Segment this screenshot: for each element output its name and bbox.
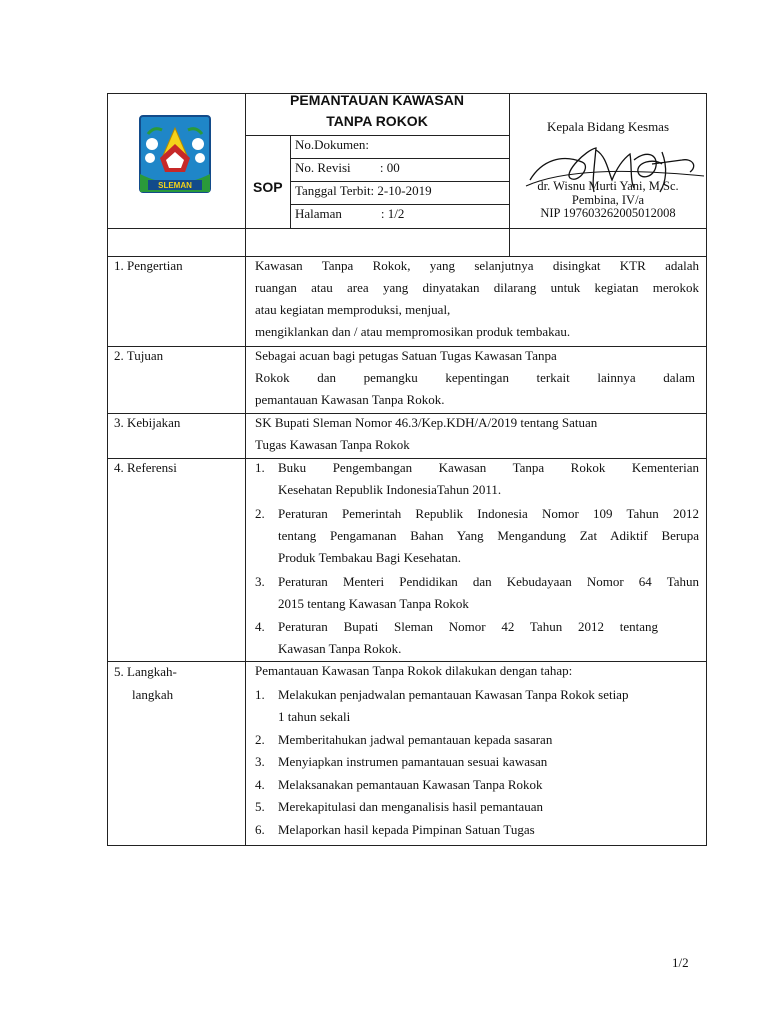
logo-text: SLEMAN bbox=[158, 181, 192, 190]
referensi-item-number: 2. bbox=[255, 506, 265, 521]
referensi-item-1-line-2: Kesehatan Republik IndonesiaTahun 2011. bbox=[278, 482, 502, 497]
sleman-logo bbox=[136, 114, 214, 194]
section-label-kebijakan: 3. Kebijakan bbox=[114, 415, 181, 430]
sop-title-line2: TANPA ROKOK bbox=[326, 113, 428, 129]
langkah-item-number: 1. bbox=[255, 687, 265, 702]
referensi-item-2-line-1: Peraturan Pemerintah Republik Indonesia Nomor 109 Tahun 2012 bbox=[278, 506, 699, 521]
page-field: Halaman : 1/2 bbox=[295, 206, 405, 221]
sop-title-line1: PEMANTAUAN KAWASAN bbox=[290, 92, 464, 108]
tujuan-line-1: Sebagai acuan bagi petugas Satuan Tugas Kawasan Tanpa bbox=[255, 348, 557, 363]
revision-field: No. Revisi : 00 bbox=[295, 160, 400, 175]
langkah-item-number: 2. bbox=[255, 732, 265, 747]
referensi-item-3-line-2: 2015 tentang Kawasan Tanpa Rokok bbox=[278, 596, 469, 611]
tujuan-line-2: Rokok dan pemangku kepentingan terkait lainnya dalam bbox=[255, 370, 695, 385]
section-label-langkah-cont: langkah bbox=[132, 687, 174, 702]
langkah-item-number: 4. bbox=[255, 777, 265, 792]
langkah-item-number: 6. bbox=[255, 822, 265, 837]
langkah-item-1-line-1: Melakukan penjadwalan pemantauan Kawasan Tanpa Rokok setiap bbox=[278, 687, 629, 702]
referensi-item-number: 4. bbox=[255, 619, 265, 634]
approver-name: dr. Wisnu Murti Yani, M.Sc. bbox=[537, 179, 679, 193]
pengertian-line-2: ruangan atau area yang dinyatakan dilarang untuk kegiatan merokok bbox=[255, 280, 699, 295]
referensi-item-4-line-2: Kawasan Tanpa Rokok. bbox=[278, 641, 402, 656]
langkah-intro: Pemantauan Kawasan Tanpa Rokok dilakukan dengan tahap: bbox=[255, 663, 573, 678]
sop-label: SOP bbox=[253, 179, 283, 195]
approver-rank: Pembina, IV/a bbox=[571, 193, 645, 207]
doc-number-field: No.Dokumen: bbox=[295, 137, 370, 152]
approver-title: Kepala Bidang Kesmas bbox=[546, 119, 670, 134]
referensi-item-2-line-2: tentang Pengamanan Bahan Yang Mengandung Zat Adiktif Berupa bbox=[278, 528, 699, 543]
tujuan-line-3: pemantauan Kawasan Tanpa Rokok. bbox=[255, 392, 445, 407]
langkah-item-1-line-2: 1 tahun sekali bbox=[278, 709, 351, 724]
langkah-item-6: Melaporkan hasil kepada Pimpinan Satuan Tugas bbox=[278, 822, 535, 837]
langkah-item-5: Merekapitulasi dan menganalisis hasil pemantauan bbox=[278, 799, 543, 814]
approver-nip: NIP 197603262005012008 bbox=[540, 206, 676, 220]
section-label-referensi: 4. Referensi bbox=[114, 460, 177, 475]
section-label-tujuan: 2. Tujuan bbox=[114, 348, 164, 363]
referensi-item-number: 3. bbox=[255, 574, 265, 589]
langkah-item-2: Memberitahukan jadwal pemantauan kepada sasaran bbox=[278, 732, 553, 747]
langkah-item-number: 3. bbox=[255, 754, 265, 769]
referensi-item-3-line-1: Peraturan Menteri Pendidikan dan Kebudayaan Nomor 64 Tahun bbox=[278, 574, 699, 589]
referensi-item-number: 1. bbox=[255, 460, 265, 475]
referensi-item-4-line-1: Peraturan Bupati Sleman Nomor 42 Tahun 2012 tentang bbox=[278, 619, 658, 634]
langkah-item-3: Menyiapkan instrumen pamantauan sesuai kawasan bbox=[278, 754, 548, 769]
pengertian-line-3: atau kegiatan memproduksi, menjual, bbox=[255, 302, 451, 317]
referensi-item-2-line-3: Produk Tembakau Bagi Kesehatan. bbox=[278, 550, 461, 565]
langkah-item-number: 5. bbox=[255, 799, 265, 814]
issue-date-field: Tanggal Terbit: 2-10-2019 bbox=[295, 183, 432, 198]
referensi-item-1-line-1: Buku Pengembangan Kawasan Tanpa Rokok Kementerian bbox=[278, 460, 699, 475]
pengertian-line-4: mengiklankan dan / atau mempromosikan produk tembakau. bbox=[255, 324, 571, 339]
langkah-item-4: Melaksanakan pemantauan Kawasan Tanpa Rokok bbox=[278, 777, 543, 792]
pengertian-line-1: Kawasan Tanpa Rokok, yang selanjutnya disingkat KTR adalah bbox=[255, 258, 699, 273]
section-label-langkah: 5. Langkah- bbox=[114, 664, 177, 679]
kebijakan-line-2: Tugas Kawasan Tanpa Rokok bbox=[255, 437, 410, 452]
page-number: 1/2 bbox=[672, 955, 689, 970]
kebijakan-line-1: SK Bupati Sleman Nomor 46.3/Kep.KDH/A/2019 tentang Satuan bbox=[255, 415, 598, 430]
section-label-pengertian: 1. Pengertian bbox=[114, 258, 183, 273]
